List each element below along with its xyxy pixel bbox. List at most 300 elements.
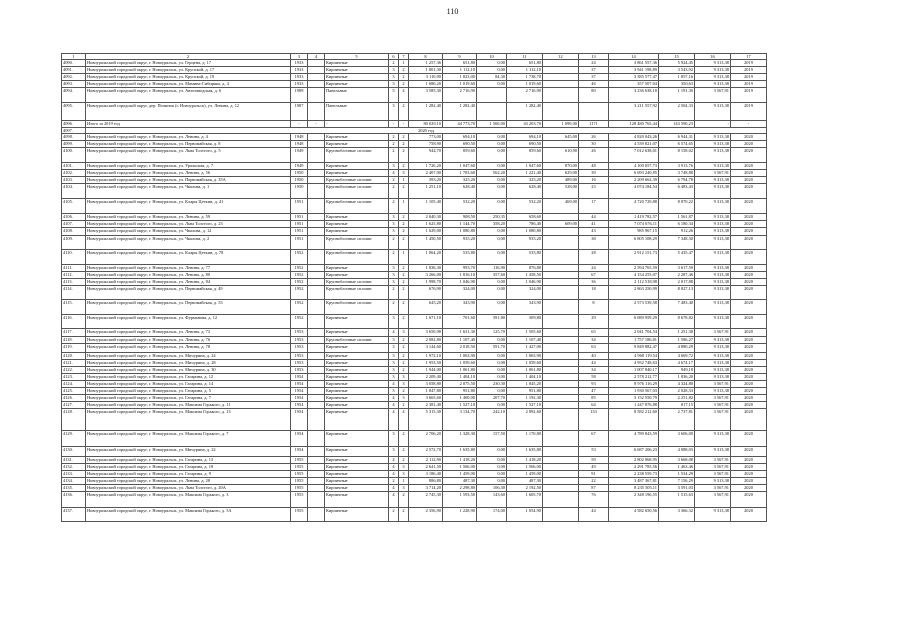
- table-cell: 3 211 557,92: [609, 103, 659, 121]
- row-number: 4101.: [62, 163, 86, 170]
- table-cell: 1954: [291, 381, 308, 388]
- table-cell: 26: [579, 148, 609, 163]
- table-cell: 1933: [291, 81, 308, 88]
- table-cell: 690,50: [507, 141, 543, 148]
- table-cell: 3: [389, 315, 399, 329]
- address-cell: Новоуральский городской округ, г. Новоуральск, ул. Гагарина, д. 13: [86, 457, 291, 464]
- table-cell: 2: [399, 315, 409, 329]
- table-cell: 9 313,38: [695, 221, 731, 228]
- table-cell: 7 156,29: [659, 478, 695, 485]
- table-cell: [308, 265, 325, 272]
- table-cell: 116,90: [477, 265, 507, 272]
- table-cell: 1 631,30: [443, 329, 477, 337]
- table-cell: 2020: [731, 228, 767, 236]
- table-cell: Крупноблочные сплошн: [325, 184, 389, 199]
- table-row: [62, 60, 767, 67]
- table-cell: 1 221,40: [507, 170, 543, 177]
- table-cell: 67: [579, 272, 609, 279]
- table-cell: 343,90: [507, 300, 543, 315]
- table-cell: 3: [399, 170, 409, 177]
- table-cell: 34: [579, 337, 609, 344]
- table-cell: 143 590,23: [659, 121, 695, 128]
- table-cell: 9 313,38: [695, 344, 731, 353]
- table-cell: 23: [579, 184, 609, 199]
- table-cell: 3: [399, 374, 409, 381]
- table-cell: 1951: [291, 214, 308, 221]
- table-cell: 3 941 198,89: [609, 67, 659, 74]
- column-number: 17: [731, 54, 767, 60]
- table-cell: 230,30: [477, 381, 507, 388]
- row-number: 4122.: [62, 367, 86, 374]
- table-cell: 9 313,38: [695, 367, 731, 374]
- table-cell: 1 560,00: [477, 121, 507, 128]
- table-cell: 2019: [731, 103, 767, 121]
- row-number: 4117.: [62, 329, 86, 337]
- address-cell: Новоуральский городской округ, г. Новоуральск, ул. Ленина, д. 56: [86, 170, 291, 177]
- table-cell: 3 650,98: [409, 329, 443, 337]
- table-cell: 125,70: [477, 329, 507, 337]
- table-cell: 9 313,38: [695, 199, 731, 214]
- table-cell: 0,00: [477, 81, 507, 88]
- table-cell: 0,00: [477, 457, 507, 464]
- table-cell: 2020: [731, 402, 767, 409]
- row-number: 4093.: [62, 81, 86, 88]
- table-cell: 1950: [291, 184, 308, 199]
- table-cell: 870,00: [543, 163, 579, 170]
- table-cell: 3: [389, 163, 399, 170]
- table-cell: 9 313,38: [695, 163, 731, 170]
- table-row: [62, 121, 767, 128]
- table-row: [62, 485, 767, 492]
- table-cell: Кирпичные: [325, 508, 389, 522]
- column-number: 3: [291, 54, 308, 60]
- table-cell: [308, 388, 325, 395]
- table-cell: [308, 478, 325, 485]
- table-cell: 1954: [291, 409, 308, 431]
- table-cell: 157,50: [477, 431, 507, 447]
- table-cell: 0,00: [477, 199, 507, 214]
- address-cell: Новоуральский городской округ, г. Новоуральск, ул. Максима Горького, д. 11: [86, 402, 291, 409]
- table-cell: [308, 337, 325, 344]
- table-cell: 44: [579, 214, 609, 221]
- address-cell: Новоуральский городской округ, г. Новоуральск, ул. Крупской, д. 19: [86, 74, 291, 81]
- table-cell: 1 816,10: [443, 272, 477, 279]
- table-cell: 2020: [731, 265, 767, 272]
- table-cell: 3: [399, 395, 409, 402]
- table-cell: Кирпичные: [325, 272, 389, 279]
- table-cell: 0,00: [477, 447, 507, 457]
- table-cell: 3: [389, 360, 399, 367]
- table-row: [62, 286, 767, 300]
- table-cell: 2020: [731, 286, 767, 300]
- table-cell: 2: [399, 221, 409, 228]
- table-cell: 84,30: [477, 74, 507, 81]
- table-cell: 1 857,16: [659, 74, 695, 81]
- table-cell: 2: [389, 236, 399, 250]
- table-cell: 1 972,10: [409, 353, 443, 360]
- table-cell: 9 313,38: [695, 353, 731, 360]
- address-cell: Новоуральский городской округ, г. Новоуральск, ул. Первомайская, д. 53: [86, 300, 291, 315]
- table-row: [62, 265, 767, 272]
- table-cell: 3: [389, 447, 399, 457]
- table-cell: 9 313,38: [695, 228, 731, 236]
- table-cell: [308, 88, 325, 103]
- address-cell: Новоуральский городской округ, г. Новоуральск, ул. Фурманова, д. 12: [86, 315, 291, 329]
- table-cell: 80 029,10: [409, 121, 443, 128]
- table-cell: 2 251,82: [659, 395, 695, 402]
- table-cell: 935,20: [443, 236, 477, 250]
- table-cell: 2020: [731, 134, 767, 141]
- table-cell: 2020: [731, 447, 767, 457]
- address-cell: Новоуральский городской округ, г. Новоуральск, ул. Максима Горького, д. 3: [86, 492, 291, 508]
- table-cell: 24: [579, 60, 609, 67]
- table-cell: 701,60: [443, 315, 477, 329]
- table-cell: [308, 315, 325, 329]
- table-cell: Кирпичные: [325, 367, 389, 374]
- table-cell: 2 041 704,54: [609, 329, 659, 337]
- table-cell: 2019: [731, 74, 767, 81]
- row-number: 4098.: [62, 134, 86, 141]
- table-cell: Кирпичные: [325, 344, 389, 353]
- table-cell: 1 404,10: [443, 374, 477, 381]
- table-cell: 26: [579, 134, 609, 141]
- table-cell: 1 192,30: [507, 395, 543, 402]
- table-row: [62, 250, 767, 265]
- table-cell: [308, 134, 325, 141]
- row-number: 4107.: [62, 221, 86, 228]
- table-cell: 3 913,76: [659, 163, 695, 170]
- table-cell: [543, 315, 579, 329]
- table-cell: 2: [399, 492, 409, 508]
- table-cell: 4 952 748,63: [609, 360, 659, 367]
- table-cell: 2020: [731, 395, 767, 402]
- table-cell: 1 228,90: [443, 508, 477, 522]
- table-row: [62, 457, 767, 464]
- table-cell: 1953: [291, 367, 308, 374]
- column-number: 9: [443, 54, 477, 60]
- table-cell: 325,20: [443, 177, 477, 184]
- table-cell: 3 144,60: [409, 344, 443, 353]
- table-cell: 2 209,40: [409, 374, 443, 381]
- table-cell: 1955: [291, 492, 308, 508]
- table-cell: [543, 431, 579, 447]
- column-number: 13: [579, 54, 609, 60]
- table-cell: 3: [399, 329, 409, 337]
- table-cell: 2020: [731, 272, 767, 279]
- row-number: 4092.: [62, 74, 86, 81]
- row-number: 4119.: [62, 344, 86, 353]
- table-row: [62, 184, 767, 199]
- table-cell: 3: [399, 381, 409, 388]
- table-cell: 628,40: [443, 184, 477, 199]
- table-cell: 3 567,91: [695, 457, 731, 464]
- table-cell: [308, 214, 325, 221]
- table-cell: 43: [579, 228, 609, 236]
- table-cell: [543, 88, 579, 103]
- table-cell: 1 054,90: [507, 508, 543, 522]
- table-cell: 4 968 119,54: [609, 353, 659, 360]
- row-number: 4108.: [62, 228, 86, 236]
- table-cell: 1 845,20: [507, 381, 543, 388]
- table-cell: 0,00: [477, 286, 507, 300]
- table-cell: [543, 395, 579, 402]
- table-cell: 1 419 782,57: [609, 214, 659, 221]
- table-row: [62, 315, 767, 329]
- table-cell: 532,20: [443, 199, 477, 214]
- table-cell: -: [291, 121, 308, 128]
- table-cell: 9 313,38: [695, 236, 731, 250]
- table-cell: 9 313,38: [695, 148, 731, 163]
- table-cell: 1 566,00: [507, 464, 543, 471]
- table-cell: 3: [389, 337, 399, 344]
- address-cell: Новоуральский городской округ, г. Новоуральск, ул. Первомайская, д. 49: [86, 286, 291, 300]
- table-cell: [543, 367, 579, 374]
- table-cell: 49: [579, 464, 609, 471]
- table-cell: 128 480 765,44: [609, 121, 659, 128]
- table-cell: 242,10: [477, 409, 507, 431]
- table-cell: Кирпичные: [325, 315, 389, 329]
- address-cell: Новоуральский городской округ, г. Новоуральск, ул. Льва Толстого, д. 23: [86, 221, 291, 228]
- table-cell: 22: [579, 478, 609, 485]
- table-cell: Кирпичные: [325, 492, 389, 508]
- table-cell: [543, 360, 579, 367]
- table-cell: 1 527,10: [443, 402, 477, 409]
- table-cell: [543, 508, 579, 522]
- table-cell: 4 674,17: [659, 360, 695, 367]
- table-cell: 9 313,38: [695, 74, 731, 81]
- table-cell: Крупноблочные сплошн: [325, 177, 389, 184]
- table-cell: 0,00: [477, 60, 507, 67]
- address-cell: Новоуральский городской округ, г. Новоуральск, ул. Ленина, д. 76: [86, 337, 291, 344]
- table-cell: 1: [399, 478, 409, 485]
- table-cell: 4: [399, 409, 409, 431]
- table-cell: 2: [389, 134, 399, 141]
- table-cell: 2 504,33: [659, 103, 695, 121]
- table-cell: [308, 60, 325, 67]
- table-cell: 2 238 559,73: [609, 471, 659, 478]
- table-cell: 2020: [731, 381, 767, 388]
- table-cell: 2020: [731, 367, 767, 374]
- address-cell: Новоуральский городской округ, г. Новоуральск, ул. Первомайская, д. 35А: [86, 177, 291, 184]
- table-cell: 8 235 505,11: [609, 485, 659, 492]
- table-cell: 1 107,40: [507, 337, 543, 344]
- table-row: [62, 329, 767, 337]
- table-cell: 4: [389, 381, 399, 388]
- address-cell: Новоуральский городской округ, г. Новоуральск, ул. Герцена, д. 17: [86, 60, 291, 67]
- column-number: 14: [609, 54, 659, 60]
- table-cell: 2020: [731, 360, 767, 367]
- row-number: 4132.: [62, 464, 86, 471]
- table-cell: 7 074 676,11: [609, 221, 659, 228]
- table-cell: 2: [399, 447, 409, 457]
- table-cell: 951,80: [443, 388, 477, 395]
- table-cell: 65: [579, 329, 609, 337]
- table-cell: 690,50: [443, 141, 477, 148]
- table-cell: Кирпичные: [325, 353, 389, 360]
- table-row: [62, 402, 767, 409]
- table-cell: 3: [389, 353, 399, 360]
- address-cell: Новоуральский городской округ, г. Новоуральск, ул. Льва Толстого, д. 5: [86, 148, 291, 163]
- table-cell: 2 641,50: [409, 464, 443, 471]
- table-cell: 2020: [731, 177, 767, 184]
- table-cell: 93: [579, 381, 609, 388]
- table-cell: 2: [389, 148, 399, 163]
- table-cell: 4 088,03: [659, 447, 695, 457]
- table-cell: 9 313,38: [695, 374, 731, 381]
- table-cell: 4 154 255,07: [609, 272, 659, 279]
- table-cell: 2: [399, 353, 409, 360]
- table-cell: 18: [579, 286, 609, 300]
- table-cell: 628,40: [507, 184, 543, 199]
- table-cell: 0,00: [477, 464, 507, 471]
- table-cell: 1 404,10: [507, 374, 543, 381]
- table-cell: 3 617,59: [659, 265, 695, 272]
- column-number: 6: [389, 54, 399, 60]
- row-number: 4126.: [62, 395, 86, 402]
- table-cell: [308, 141, 325, 148]
- table-cell: 2: [399, 300, 409, 315]
- table-cell: 34: [579, 367, 609, 374]
- table-cell: -: [389, 121, 399, 128]
- table-row: [62, 360, 767, 367]
- table-cell: 2 407,00: [409, 170, 443, 177]
- table-row: [62, 199, 767, 214]
- table-cell: Кирпичные: [325, 74, 389, 81]
- table-cell: 949,18: [659, 367, 695, 374]
- table-cell: 3 591,03: [659, 485, 695, 492]
- table-cell: 886,80: [409, 478, 443, 485]
- table-cell: 694,10: [507, 134, 543, 141]
- table-cell: 0,00: [477, 163, 507, 170]
- table-row: [62, 74, 767, 81]
- table-cell: 2020: [731, 388, 767, 395]
- table-cell: 9 313,38: [695, 431, 731, 447]
- table-cell: 2 192,50: [507, 485, 543, 492]
- table-cell: 3: [389, 221, 399, 228]
- table-cell: 1989: [291, 88, 308, 103]
- table-cell: -: [695, 121, 731, 128]
- table-cell: 1 107,40: [443, 337, 477, 344]
- table-cell: 1950: [291, 177, 308, 184]
- table-row: [62, 464, 767, 471]
- table-cell: 3 748,88: [659, 170, 695, 177]
- table-cell: 1952: [291, 250, 308, 265]
- table-cell: 2 716,90: [507, 88, 543, 103]
- table-cell: Крупноблочные сплошн: [325, 148, 389, 163]
- table-cell: 3: [389, 374, 399, 381]
- table-row: [62, 221, 767, 228]
- table-cell: [308, 236, 325, 250]
- table-cell: 0,00: [477, 184, 507, 199]
- table-row: [62, 236, 767, 250]
- table-cell: 6 794,78: [659, 177, 695, 184]
- table-cell: 9 313,38: [695, 141, 731, 148]
- table-cell: [308, 409, 325, 431]
- table-cell: 2: [389, 250, 399, 265]
- table-row: [62, 134, 767, 141]
- row-number: 4110.: [62, 250, 86, 265]
- column-number: 11: [507, 54, 543, 60]
- address-cell: Новоуральский городской округ, г. Новоуральск, ул. Ленина, д. 59: [86, 214, 291, 221]
- table-cell: 658,60: [507, 214, 543, 221]
- table-cell: 3 567,91: [695, 492, 731, 508]
- table-cell: Кирпичные: [325, 431, 389, 447]
- address-cell: Новоуральский городской округ, г. Новоуральск, ул. Ленина, д. 4: [86, 134, 291, 141]
- table-cell: 36: [579, 279, 609, 286]
- address-cell: Новоуральский городской округ, г. Новоуральск, ул. Чкалова, д. 12: [86, 228, 291, 236]
- table-cell: Кирпичные: [325, 141, 389, 148]
- table-cell: 0,00: [477, 367, 507, 374]
- table-cell: 2: [399, 228, 409, 236]
- address-cell: Новоуральский городской округ, г. Новоуральск, ул. Ленина, д. 28: [86, 478, 291, 485]
- table-cell: 2 209 662,39: [609, 177, 659, 184]
- table-cell: 786,40: [507, 221, 543, 228]
- table-cell: 3 585,30: [409, 88, 443, 103]
- table-cell: 2 892,60: [507, 409, 543, 431]
- table-cell: 2: [389, 141, 399, 148]
- table-cell: [308, 221, 325, 228]
- table-cell: 2: [399, 337, 409, 344]
- table-cell: 9 313,38: [695, 315, 731, 329]
- table-cell: 3 567,91: [695, 395, 731, 402]
- address-cell: Новоуральский городской округ, г. Новоуральск, ул. Чкалова, д. 2: [86, 236, 291, 250]
- table-cell: 0,00: [477, 236, 507, 250]
- table-cell: [477, 88, 507, 103]
- table-cell: 1954: [291, 395, 308, 402]
- table-cell: Крупноблочные сплошн: [325, 250, 389, 265]
- table-cell: 133: [579, 409, 609, 431]
- table-cell: [308, 300, 325, 315]
- table-row: [62, 478, 767, 485]
- table-cell: 3 385 577,47: [609, 74, 659, 81]
- table-cell: 1951: [291, 228, 308, 236]
- table-cell: 40: [579, 353, 609, 360]
- table-cell: [308, 67, 325, 74]
- table-cell: 1: [399, 199, 409, 214]
- table-cell: 3 714,20: [409, 485, 443, 492]
- table-cell: 859,60: [507, 148, 543, 163]
- table-cell: [308, 170, 325, 177]
- table-cell: [543, 402, 579, 409]
- table-cell: 1 671,10: [409, 315, 443, 329]
- table-cell: 3 058,80: [409, 381, 443, 388]
- table-cell: Кирпичные: [325, 360, 389, 367]
- row-number: 4133.: [62, 471, 86, 478]
- table-cell: 2 356,90: [409, 508, 443, 522]
- table-row: [62, 279, 767, 286]
- column-number: 10: [477, 54, 507, 60]
- table-cell: 2: [399, 74, 409, 81]
- table-cell: 2: [389, 199, 399, 214]
- row-number: 4118.: [62, 337, 86, 344]
- table-cell: 1 257,36: [409, 60, 443, 67]
- table-cell: 1 059,60: [443, 360, 477, 367]
- table-cell: [543, 478, 579, 485]
- table-cell: [308, 447, 325, 457]
- table-cell: 1 400,00: [443, 395, 477, 402]
- table-cell: 7 012 638,01: [609, 148, 659, 163]
- table-cell: [543, 374, 579, 381]
- table-cell: 3 567,91: [695, 88, 731, 103]
- table-cell: 0,00: [477, 478, 507, 485]
- table-cell: 3 134,70: [443, 409, 477, 431]
- table-cell: 2: [389, 184, 399, 199]
- table-cell: 2020: [731, 492, 767, 508]
- table-cell: Кирпичные: [325, 478, 389, 485]
- address-cell: Новоуральский городской округ, г. Новоуральск, ул. Первомайская, д. 8: [86, 141, 291, 148]
- table-cell: [308, 199, 325, 214]
- column-number: 1: [62, 54, 86, 60]
